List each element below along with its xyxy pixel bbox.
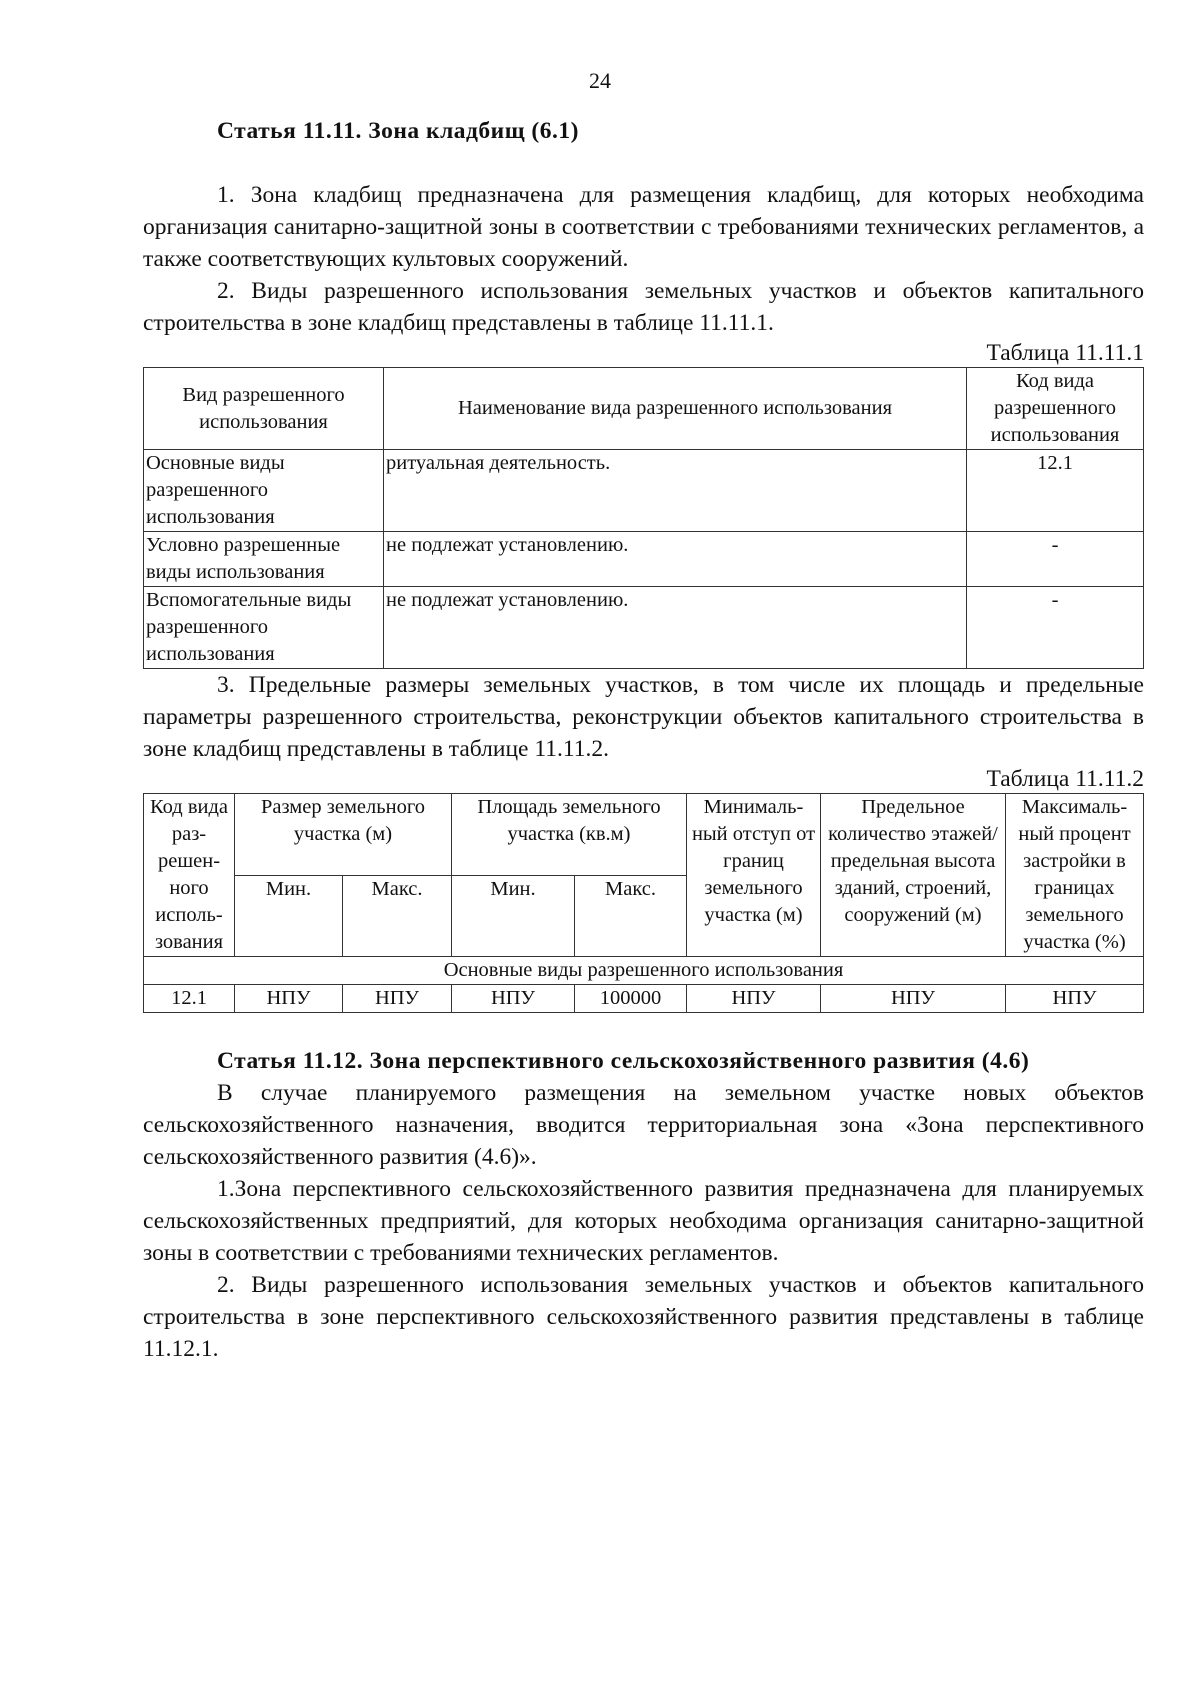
table-cell: 12.1 — [967, 450, 1144, 532]
table-11-11-2 — [143, 793, 1144, 1013]
table-cell: ритуальная деятельность. — [384, 450, 967, 532]
header-cell: Площадь земельного участка (кв.м) — [452, 794, 687, 876]
table-cell: не подлежат установлению. — [384, 587, 967, 669]
header-cell: Размер земельного участка (м) — [235, 794, 452, 876]
article-11-11-paragraph-2: 2. Виды разрешенного использования земельных участков и объектов капитального строительства в зоне кладбищ представлены в таблице 11.11.1. — [143, 278, 1144, 336]
header-cell: Максималь-ный процент застройки в границах земельного участка (%) — [1006, 794, 1144, 957]
article-11-12-paragraph-1: 1.Зона перспективного сельскохозяйственного развития предназначена для планируемых сельскохозяйственных предприятий, для которых необходима организация санитарно-защитной зоны в соответствии с требованиями технических регламентов. — [143, 1176, 1144, 1266]
article-11-11-paragraph-1: 1. Зона кладбищ предназначена для размещения кладбищ, для которых необходима организация санитарно-защитной зоны в соответствии с требованиями технических регламентов, а также соответствующих культовых сооружений. — [143, 182, 1144, 272]
article-11-11-title: Статья 11.11. Зона кладбищ (6.1) — [217, 118, 579, 144]
table-cell: НПУ — [687, 985, 821, 1013]
table-cell: Вспомогательные виды разрешенного использования — [144, 587, 384, 669]
section-cell: Основные виды разрешенного использования — [144, 957, 1144, 985]
header-cell: Предельное количество этажей/ предельная высота зданий, строений, сооружений (м) — [821, 794, 1006, 957]
table-cell: 100000 — [575, 985, 687, 1013]
article-11-12-intro: В случае планируемого размещения на земельном участке новых объектов сельскохозяйственного назначения, вводится территориальная зона «Зона перспективного сельскохозяйственного развития (4.6)». — [143, 1080, 1144, 1170]
table-cell: - — [967, 587, 1144, 669]
header-cell: Мин. — [235, 876, 343, 957]
table-cell: 12.1 — [144, 985, 235, 1013]
article-11-12-title: Статья 11.12. Зона перспективного сельскохозяйственного развития (4.6) — [217, 1048, 1030, 1074]
document-body — [143, 115, 1144, 1365]
table-header-row — [144, 794, 1144, 876]
table-row — [144, 985, 1144, 1013]
table-row — [144, 532, 1144, 587]
table-11-11-1-caption: Таблица 11.11.1 — [986, 340, 1144, 366]
header-cell: Вид разрешенного использования — [144, 368, 384, 450]
article-11-11-paragraph-3: 3. Предельные размеры земельных участков, в том числе их площадь и предельные параметры разрешенного строительства, реконструкции объектов капитального строительства в зоне кладбищ представлены в таблице 11.11.2. — [143, 672, 1144, 762]
table-header-row — [144, 368, 1144, 450]
header-cell: Макс. — [575, 876, 687, 957]
header-cell: Минималь-ный отступ от границ земельного участка (м) — [687, 794, 821, 957]
table-cell: Условно разрешенные виды использования — [144, 532, 384, 587]
table-cell: НПУ — [235, 985, 343, 1013]
table-cell: НПУ — [821, 985, 1006, 1013]
table-cell: Основные виды разрешенного использования — [144, 450, 384, 532]
article-11-12-paragraph-2: 2. Виды разрешенного использования земельных участков и объектов капитального строительства в зоне перспективного сельскохозяйственного развития представлены в таблице 11.12.1. — [143, 1272, 1144, 1362]
table-cell: не подлежат установлению. — [384, 532, 967, 587]
table-row — [144, 450, 1144, 532]
header-cell: Наименование вида разрешенного использования — [384, 368, 967, 450]
table-11-11-1 — [143, 367, 1144, 669]
header-cell: Код вида разрешенного использования — [967, 368, 1144, 450]
table-cell: НПУ — [343, 985, 452, 1013]
header-cell: Код вида раз-решен-ного исполь-зования — [144, 794, 235, 957]
table-cell: НПУ — [452, 985, 575, 1013]
header-cell: Мин. — [452, 876, 575, 957]
table-cell: НПУ — [1006, 985, 1144, 1013]
table-section-row — [144, 957, 1144, 985]
header-cell: Макс. — [343, 876, 452, 957]
table-row — [144, 587, 1144, 669]
table-cell: - — [967, 532, 1144, 587]
page-number: 24 — [589, 68, 611, 93]
table-11-11-2-caption: Таблица 11.11.2 — [986, 766, 1144, 792]
